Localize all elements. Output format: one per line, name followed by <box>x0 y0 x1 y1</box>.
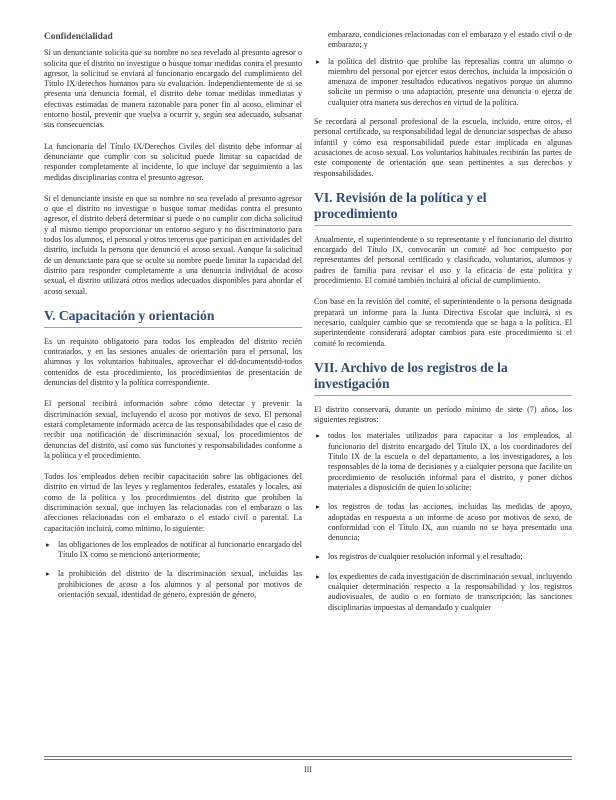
right-column <box>314 30 572 622</box>
list-item <box>314 502 572 543</box>
section-divider <box>314 225 572 226</box>
list-item <box>44 569 302 600</box>
records-section-title: VII. Archivo de los registros de la investigación <box>314 359 508 391</box>
training-paragraph-1: Es un requisito obligatorio para todos los empleados del distrito recién contratados, y en las sesiones anuales de orientación para el personal, los alumnos y los voluntarios habituales, aprovechar el dd-documentsdd-todos contenidos de esta procedimiento, los procedimientos de presentación de denuncias del distrito y la política correspondiente. <box>44 336 302 388</box>
footer-rule <box>44 756 572 757</box>
review-section-title: VI. Revisión de la política y el procedimiento <box>314 189 487 221</box>
training-paragraph-3: Todos los empleados deben recibir capacitación sobre las obligaciones del distrito en virtud de las leyes y reglamentos federales, estatales y locales, así como de la política y los procedimientos del distrito que prohíben la discriminación sexual, que incluyen las relacionadas con el embarazo o las afecciones relacionadas con el embarazo o el estado civil o parental. La capacitación incluirá, como mínimo, lo siguiente: <box>44 472 302 533</box>
confidentiality-paragraph-2: La funcionaria del Título IX/Derechos Civiles del distrito debe informar al denunciante que cumplir con su solicitud puede limitar su capacidad de responder completamente al incidente, lo que incluye dar seguimiento a las medidas disciplinarias contra el presunto agresor. <box>44 141 302 182</box>
list-item <box>314 57 572 108</box>
review-paragraph-2: Con base en la revisión del comité, el superintendente o la persona designada preparará un informe para la Junta Directiva Escolar que incluirá, si es necesario, cualquier cambio que se recomienda que se haga a la política. El superintendente considerará adoptar cambios para este procedimiento si el comité lo recomienda. <box>314 297 572 348</box>
staff-responsibility-paragraph: Se recordará al personal profesional de la escuela, incluido, entre otros, el personal certificado, su responsabilidad legal de denunciar sospechas de abuso infantil y cómo esa responsabilidad puede estar implicada en algunas acusaciones de acoso sexual. Los voluntarios habituales recibirán las partes de este componente de orientación que sean pertinentes a sus derechos y responsabilidades. <box>314 117 572 178</box>
bullet-marker-icon: ▸ <box>46 539 50 549</box>
confidentiality-paragraph-1: Si un denunciante solicita que su nombre no sea revelado al presunto agresor o solicita que el distrito no investigue o busque tomar medidas contra el presunto agresor, la solicitud se enviará al funcionario encargado del cumplimiento del Título IX/derechos humanos para su evaluación. Independientemente de si se presenta una denuncia formal, el distrito debe tomar medidas inmediatas y efectivas estimadas de manera razonable para poner fin al acoso, eliminar el entorno hostil, prevenir que vuelva a ocurrir y, según sea adecuado, subsanar sus consecuencias. <box>44 48 302 130</box>
bullet-marker-icon: ▸ <box>316 571 320 581</box>
left-column <box>44 30 302 609</box>
list-item-text: las obligaciones de los empleados de notificar al funcionario encargado del Título IX como se mencionó anteriormente; <box>58 539 302 560</box>
section-divider <box>44 327 302 328</box>
confidentiality-heading: Confidencialidad <box>44 32 113 42</box>
list-item-text: los registros de todas las acciones, incluidas las medidas de apoyo, adoptadas en respuesta a un informe de acoso por motivos de sexo, de conformidad con el Título IX, aun cuando no se haya presentado una denuncia; <box>328 502 572 543</box>
bullet-marker-icon: ▸ <box>316 552 320 562</box>
policy-bullet-list <box>314 57 572 108</box>
training-section-title: V. Capacitación y orientación <box>44 307 215 323</box>
list-item <box>44 540 302 561</box>
list-item-text: todos los materiales utilizados para capacitar a los empleados, al funcionario del distrito encargado del Título IX, a los coordinadores del Título IX de la escuela o del departamento, a los investigadores, a los responsables de la toma de decisiones y a cualquier persona que facilite un procedimiento de resolución informal para el distrito, y poner dichos materiales a disposición de quien lo solicite; <box>328 431 572 492</box>
list-item-text: la prohibición del distrito de la discriminación sexual, incluidas las prohibiciones de acoso a los alumnos y al personal por motivos de orientación sexual, identidad de género, expresión de género, <box>58 569 302 600</box>
list-item-text: los expedientes de cada investigación de discriminación sexual, incluyendo cualquier determinación respecto a la responsabilidad y los registros audiovisuales, de audio o en formato de transcripción; las sanciones disciplinarias impuestas al demandado y cualquier <box>328 571 572 612</box>
bullet-marker-icon: ▸ <box>316 502 320 512</box>
confidentiality-paragraph-3: Si el denunciante insiste en que su nombre no sea revelado al presunto agresor o que el distrito no investigue o busque tomar medidas contra el presunto agresor, el distrito deberá determinar si puede o no cumplir con dicha solicitud y al mismo tiempo proporcionar un entorno seguro y no discriminatorio para todos los alumnos, el personal y otros terceros que participan en actividades del distrito, incluida la persona que denunció el acoso sexual. Aunque la solicitud de un denunciante para que se oculte su nombre puede limitar la capacidad del distrito para responder completamente a una denuncia individual de acoso sexual, el distrito utilizará otros medios adecuados disponibles para abordar el acoso sexual. <box>44 193 302 296</box>
list-item <box>314 431 572 493</box>
bullet-marker-icon: ▸ <box>316 431 320 441</box>
section-divider <box>314 395 572 396</box>
bullet-marker-icon: ▸ <box>316 56 320 66</box>
bullet-marker-icon: ▸ <box>46 569 50 579</box>
footer-rule <box>44 759 572 760</box>
page-number: III <box>304 765 312 774</box>
list-item-text: la política del distrito que prohíbe las represalias contra un alumno o miembro del personal por ejercer estos derechos, incluida la imposición o amenaza de imponer resultados educativos negativos porque un alumno solicite un permiso o una adaptación, presente una denuncia o ejerza de cualquier otra manera sus derechos en virtud de la política. <box>328 56 572 107</box>
training-bullet-list <box>44 540 302 600</box>
training-paragraph-2: El personal recibirá información sobre cómo detectar y prevenir la discriminación sexual, incluyendo el acoso por motivos de sexo. El personal estará completamente informado acerca de las responsabilidades que el caso de recibir una notificación de discriminación sexual, los procedimientos de denuncias del distrito, así como sus funciones y responsabilidades conforme a la política y el procedimiento. <box>44 399 302 460</box>
review-paragraph-1: Anualmente, el superintendente o su representante y el funcionario del distrito encargado del Título IX, convocarán un comité ad hoc compuesto por representantes del personal certificado y clasificado, voluntarios, alumnos y padres de familia para revisar el uso y la eficacia de esta política y procedimiento. El comité también incluirá al oficial de cumplimiento. <box>314 234 572 286</box>
list-item-text: los registros de cualquier resolución informal y el resultado; <box>328 552 523 562</box>
records-bullet-list <box>314 431 572 612</box>
list-item <box>314 572 572 613</box>
list-item <box>314 552 572 562</box>
records-intro: El distrito conservará, durante un período mínimo de siete (7) años, los siguientes registros: <box>314 404 572 425</box>
bullet-continuation: embarazo, condiciones relacionadas con el embarazo y el estado civil o de embarazo; y <box>328 30 572 50</box>
